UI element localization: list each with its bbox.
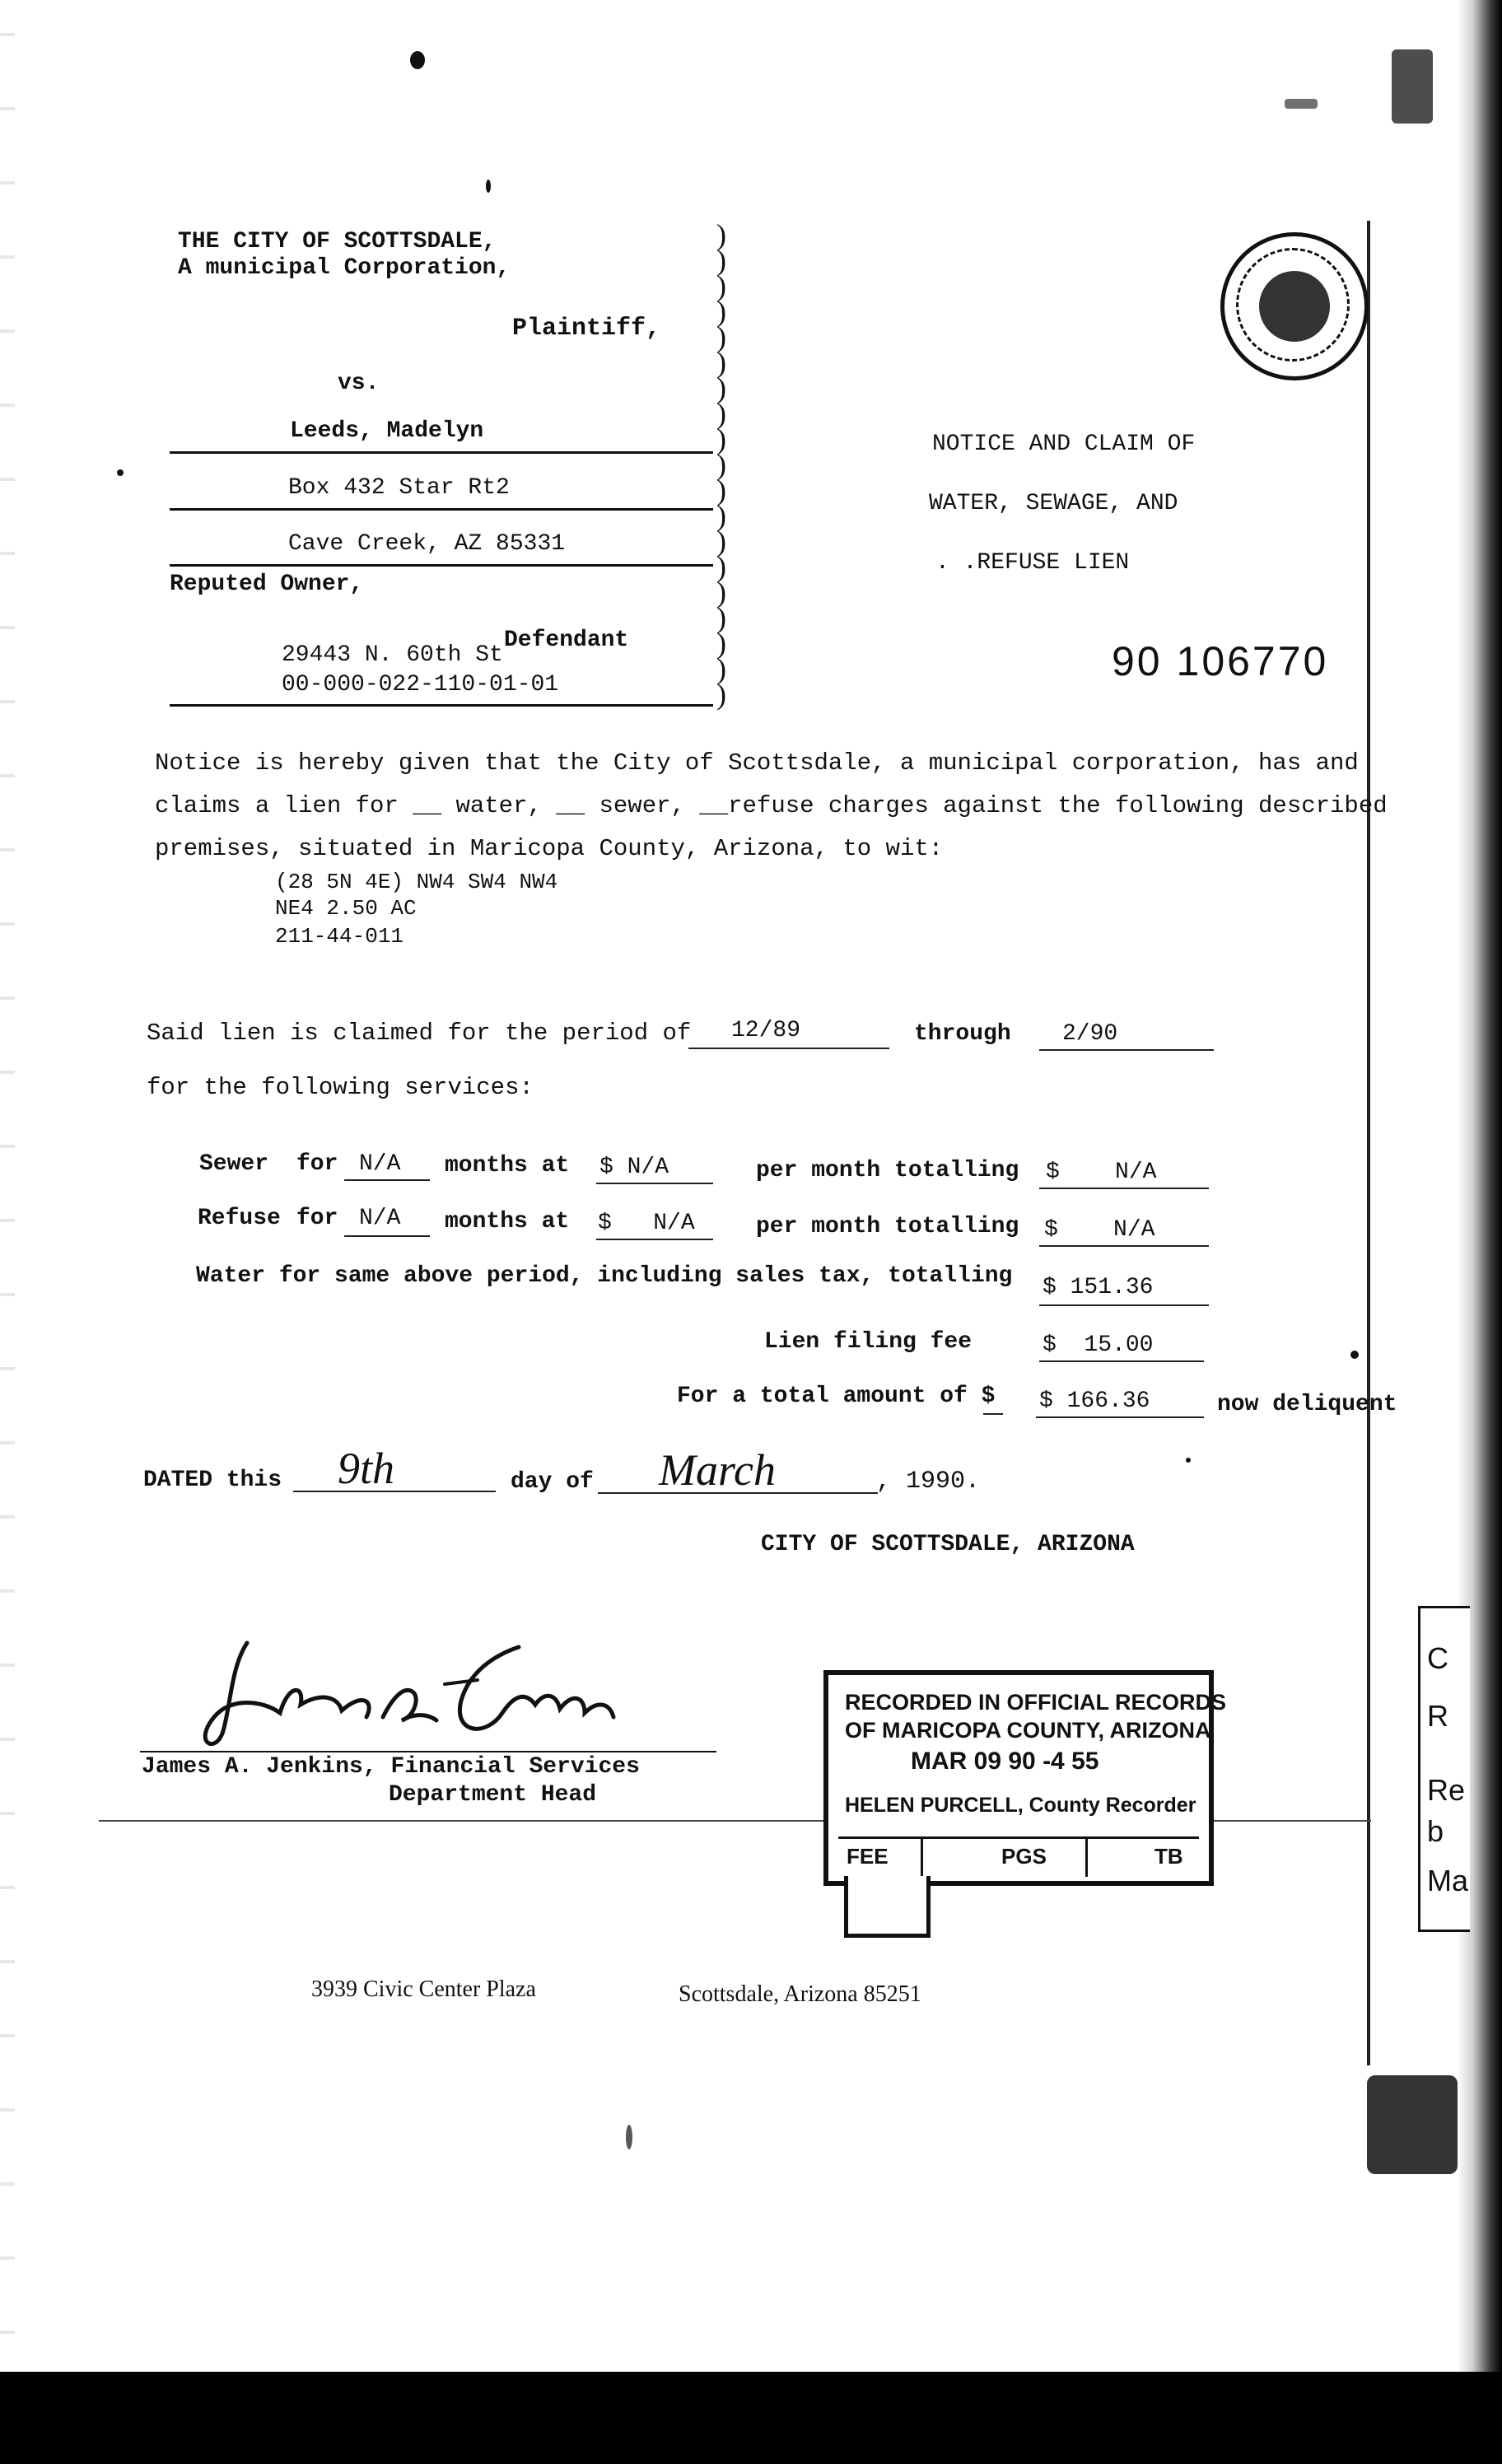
underline bbox=[598, 1492, 878, 1494]
side-fragment-text: Re bbox=[1427, 1773, 1466, 1807]
underline bbox=[344, 1179, 430, 1181]
owner-address-line2: Cave Creek, AZ 85331 bbox=[288, 531, 566, 557]
plaintiff-type: A municipal Corporation, bbox=[178, 255, 511, 281]
sewer-months-at: months at bbox=[445, 1153, 570, 1178]
sewer-per-month: per month totalling bbox=[756, 1158, 1019, 1183]
caption-bracket: ) ) ) ) ) ) ) ) ) ) ) ) ) ) ) ) ) ) ) bbox=[716, 218, 726, 711]
refuse-per-month: per month totalling bbox=[756, 1214, 1019, 1239]
notice-line2: claims a lien for __ water, __ sewer, __refuse charges against the following described bbox=[155, 792, 1388, 819]
sewer-rate: $ N/A bbox=[599, 1155, 669, 1180]
side-document-fragment bbox=[1418, 1606, 1470, 1932]
scan-speck bbox=[410, 51, 425, 69]
refuse-rate: $ N/A bbox=[598, 1211, 695, 1236]
rule bbox=[170, 564, 713, 567]
total-suffix: now deliquent bbox=[1217, 1392, 1397, 1417]
signer-name: James A. Jenkins, Financial Services bbox=[142, 1754, 640, 1780]
rule bbox=[170, 508, 713, 511]
property-address: 29443 N. 60th St bbox=[282, 642, 503, 668]
document-title-line2: WATER, SEWAGE, AND bbox=[929, 491, 1178, 516]
stamp-datetime: MAR 09 90 -4 55 bbox=[911, 1748, 1099, 1775]
stamp-fee-row bbox=[838, 1836, 1199, 1877]
signature bbox=[198, 1635, 642, 1758]
scan-speck bbox=[1285, 99, 1318, 109]
paper-edge-right bbox=[1367, 221, 1370, 2065]
total-value: $ 166.36 bbox=[1039, 1388, 1150, 1414]
side-fragment-text: R bbox=[1427, 1699, 1448, 1733]
notice-line1: Notice is hereby given that the City of Scottsdale, a municipal corporation, has and bbox=[155, 749, 1359, 777]
underline bbox=[1039, 1049, 1214, 1051]
stamp-tail bbox=[844, 1876, 931, 1938]
recording-number: 90 106770 bbox=[1112, 638, 1329, 684]
dated-year: , 1990. bbox=[876, 1468, 981, 1496]
period-through-label: through bbox=[914, 1021, 1011, 1047]
city-name: CITY OF SCOTTSDALE, ARIZONA bbox=[761, 1532, 1135, 1557]
lien-fee-value: $ 15.00 bbox=[1043, 1332, 1154, 1358]
defendant-label: Defendant bbox=[504, 628, 629, 653]
water-total: $ 151.36 bbox=[1043, 1275, 1154, 1300]
owner-name: Leeds, Madelyn bbox=[290, 418, 484, 444]
reputed-owner-label: Reputed Owner, bbox=[170, 572, 364, 597]
side-fragment-text: b bbox=[1427, 1814, 1444, 1848]
underline bbox=[688, 1048, 889, 1049]
stamp-fee-label: FEE bbox=[847, 1844, 889, 1869]
scan-speck bbox=[1392, 49, 1433, 124]
signature-line bbox=[140, 1751, 716, 1752]
recorder-stamp bbox=[823, 1670, 1227, 1886]
underline bbox=[1039, 1304, 1209, 1306]
legal-description-line2: NE4 2.50 AC bbox=[275, 896, 417, 921]
legal-description-line3: 211-44-011 bbox=[275, 924, 404, 949]
rule bbox=[170, 704, 713, 707]
dated-day-of: day of bbox=[511, 1469, 594, 1495]
stamp-tb-label: TB bbox=[1154, 1844, 1183, 1869]
sewer-months: N/A bbox=[359, 1151, 401, 1177]
underline bbox=[293, 1491, 496, 1492]
footer-city: Scottsdale, Arizona 85251 bbox=[679, 1981, 921, 2007]
underline bbox=[1039, 1245, 1209, 1247]
lien-fee-label: Lien filing fee bbox=[764, 1329, 973, 1355]
refuse-months-at: months at bbox=[445, 1209, 570, 1234]
document-title-line1: NOTICE AND CLAIM OF bbox=[932, 432, 1196, 457]
scan-speck bbox=[1186, 1458, 1191, 1463]
period-to: 2/90 bbox=[1062, 1021, 1118, 1047]
scan-speck bbox=[486, 180, 491, 193]
parcel-number: 00-000-022-110-01-01 bbox=[282, 672, 559, 698]
signer-title: Department Head bbox=[389, 1782, 597, 1808]
dated-label: DATED this bbox=[143, 1468, 282, 1493]
period-lead: Said lien is claimed for the period of bbox=[147, 1020, 692, 1047]
scan-edge-right bbox=[1458, 0, 1502, 2464]
underline bbox=[1039, 1360, 1204, 1362]
underline bbox=[1036, 1416, 1204, 1418]
refuse-for-label: for bbox=[296, 1206, 338, 1231]
services-label: for the following services: bbox=[147, 1074, 534, 1101]
sewer-for-label: for bbox=[296, 1151, 338, 1177]
versus-label: vs. bbox=[338, 371, 380, 396]
dated-day: 9th bbox=[338, 1444, 395, 1493]
sewer-total: $ N/A bbox=[1046, 1160, 1157, 1185]
rule bbox=[170, 451, 713, 454]
scan-speck bbox=[117, 469, 124, 476]
plaintiff-name: THE CITY OF SCOTTSDALE, bbox=[178, 229, 497, 254]
plaintiff-label: Plaintiff, bbox=[512, 315, 661, 343]
total-label: For a total amount of $ bbox=[677, 1384, 996, 1409]
refuse-months: N/A bbox=[359, 1206, 401, 1231]
city-seal-icon bbox=[1220, 232, 1369, 380]
period-from: 12/89 bbox=[731, 1018, 801, 1043]
refuse-total: $ N/A bbox=[1044, 1217, 1155, 1243]
scan-edge-bottom bbox=[0, 2372, 1502, 2464]
legal-description-line1: (28 5N 4E) NW4 SW4 NW4 bbox=[275, 870, 558, 894]
underline bbox=[983, 1413, 1003, 1415]
scan-speck bbox=[1367, 2075, 1458, 2174]
owner-address-line1: Box 432 Star Rt2 bbox=[288, 475, 510, 501]
notice-line3: premises, situated in Maricopa County, Arizona, to wit: bbox=[155, 835, 944, 862]
underline bbox=[596, 1183, 713, 1184]
document-title-line3: . .REFUSE LIEN bbox=[935, 550, 1130, 576]
sewer-label: Sewer bbox=[199, 1151, 269, 1177]
dated-month: March bbox=[659, 1445, 776, 1495]
scan-speck bbox=[626, 2125, 632, 2149]
scan-speck bbox=[1350, 1351, 1359, 1359]
underline bbox=[344, 1235, 430, 1237]
water-label: Water for same above period, including sales tax, totalling bbox=[196, 1263, 1013, 1289]
stamp-line2: OF MARICOPA COUNTY, ARIZONA bbox=[845, 1718, 1211, 1743]
stamp-line1: RECORDED IN OFFICIAL RECORDS bbox=[845, 1690, 1227, 1715]
side-fragment-text: C bbox=[1427, 1641, 1448, 1675]
refuse-label: Refuse bbox=[198, 1206, 281, 1231]
stamp-pgs-label: PGS bbox=[1001, 1844, 1047, 1869]
underline bbox=[1039, 1188, 1209, 1189]
footer-address: 3939 Civic Center Plaza bbox=[311, 1976, 536, 2002]
underline bbox=[596, 1239, 713, 1240]
side-fragment-text: Ma bbox=[1427, 1864, 1469, 1897]
scan-edge-left bbox=[0, 0, 15, 2464]
stamp-recorder: HELEN PURCELL, County Recorder bbox=[845, 1794, 1196, 1817]
